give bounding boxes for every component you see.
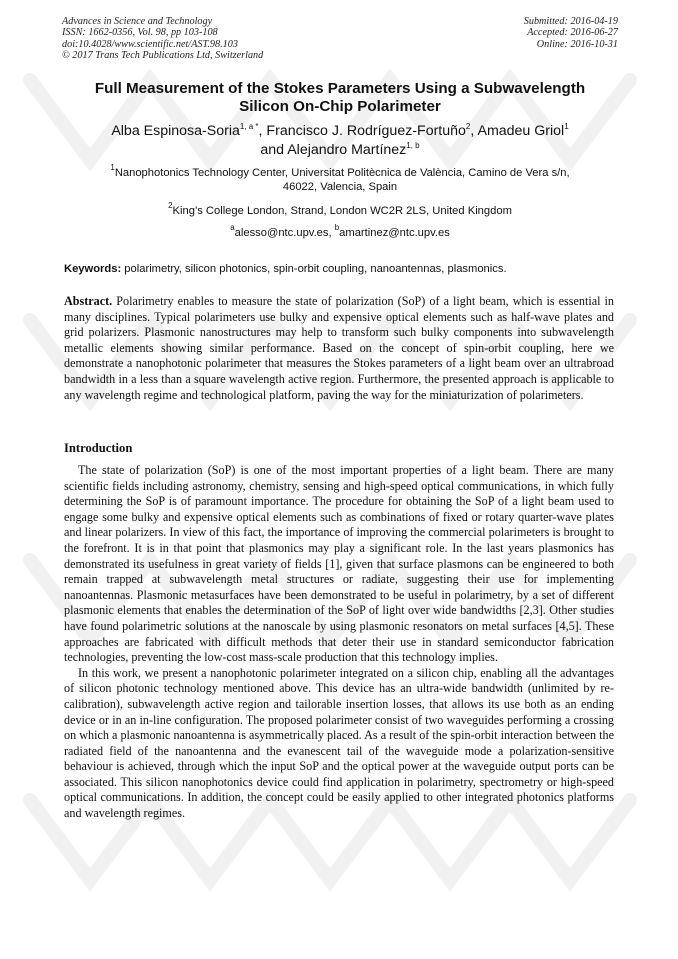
author-1: Alba Espinosa-Soria [111,123,240,139]
affiliation-1 [60,163,620,194]
email-a-sup: a [230,223,235,232]
email-b[interactable]: amartinez@ntc.upv.es [339,227,450,239]
author-3: , Amadeu Griol [470,123,565,139]
emails [60,223,620,240]
abstract [64,294,614,403]
introduction-paragraph-1: The state of polarization (SoP) is one of the most important properties of a light beam. There are many scientific fields including astronomy, chemistry, sensing and high-speed optical communications, in which fully determining the SoP is of paramount importance. The procedure for obtaining the SoP of a light beam used to engage some bulky and expensive optical elements such as combinations of fixed or rotary quarter-wave plates and linear polarizers. In view of this fact, the importance of improving the commercial polarimeters is brought to the forefront. It is in that point that plasmonics may play a significant role. In the last years plasmonics has demonstrated its usefulness in great variety of fields [1], given that surface plasmons can be engineered to both remain trapped at subwavelength metal structures or radiate, suggesting their use for implementing nanoantennas. Plasmonic metasurfaces have been demonstrated to be useful in polarimetry, by a set of different plasmonic elements that enables the determination of the SoP of light over wide bandwidths [2,3]. Other studies have found polarimetric solutions at the nanoscale by using plasmonic resonators on metal surfaces [4,5]. These approaches are fabricated with difficult methods that deter their use in standard semiconductor fabrication technologies, preventing the low-cost mass-scale production that this technology implies. [64,463,614,665]
date-submitted: Submitted: 2016-04-19 [523,16,618,27]
abstract-text: Polarimetry enables to measure the state of polarization (SoP) of a light beam, which is essential in many disciplines. Typical polarimeters use bulky and expensive optical elements such as half-wave plates and grid polarizers. Plasmonic nanostructures may help to transform such bulky components into subwavelength metallic elements showing similar performance. Based on the concept of spin-orbit coupling, here we demonstrate a nanophotonic polarimeter that measures the Stokes parameters of a light beam over an ultrabroad bandwidth in a less than a square wavelength active region. Furthermore, the presented approach is applicable to any wavelength regime and technological platform, paving the way for the miniaturization of polarimeters. [64,294,614,402]
introduction-heading: Introduction [64,441,133,455]
abstract-paragraph [64,294,614,403]
keywords-text: polarimetry, silicon photonics, spin-orbit coupling, nanoantennas, plasmonics. [121,263,507,275]
title-line-2: Silicon On-Chip Polarimeter [239,98,441,115]
email-b-sup: b [334,223,340,232]
publication-dates [524,16,618,50]
affiliation-1-text: Nanophotonics Technology Center, Universitat Politècnica de València, Camino de Vera s/n, [114,167,570,179]
title-line-1: Full Measurement of the Stokes Parameters Using a Subwavelength [94,80,586,97]
author-3-affil: 1 [564,122,569,131]
affiliation-2-sup: 2 [168,201,173,210]
journal-name: Advances in Science and Technology [62,16,213,27]
keywords [64,262,620,276]
paper-title [60,80,620,116]
journal-issn: ISSN: 1662-0356, Vol. 98, pp 103-108 [62,27,218,39]
journal-doi[interactable]: doi:10.4028/www.scientific.net/AST.98.103 [62,38,238,50]
introduction-paragraph-2: In this work, we present a nanophotonic polarimeter integrated on a silicon chip, enabling all the advantages of silicon photonic technology mentioned above. This device has an ultra-wide bandwidth (unlimited by re-calibration), subwavelength active region and tailorable insertion losses, that allows its use both as an ending device or in an in-line configuration. The proposed polarimeter consist of two waveguides performing a crossing on which a plasmonic nanoantenna is asymmetrically placed. As a result of the spin-orbit interaction between the radiated field of the nanoantenna and the evanescent tail of the waveguide mode a polarization-sensitive behaviour is achieved, through which the input SoP and the optical power at the waveguide output ports can be associated. This silicon nanophotonics device could find application in polarimetry, spectrometry or high-speed optical communications. In addition, the concept could be easily applied to other integrated photonics platforms and wavelength regimes. [64,665,614,821]
email-a[interactable]: alesso@ntc.upv.es, [234,227,335,239]
introduction-body [64,463,614,822]
author-4: and Alejandro Martínez [260,142,407,158]
affiliation-2 [60,201,620,218]
date-online: Online: 2016-10-31 [536,38,618,50]
author-1-affil: 1, a * [239,122,259,131]
affiliation-2-text: King’s College London, Strand, London WC2R 2LS, United Kingdom [172,205,512,217]
date-accepted: Accepted: 2016-06-27 [527,27,618,39]
authors-line-1 [40,122,640,141]
journal-copyright: © 2017 Trans Tech Publications Ltd, Switzerland [62,50,264,62]
journal-info [62,16,263,62]
keywords-label: Keywords: [64,263,122,275]
affiliation-1-line-2: 46022, Valencia, Spain [282,181,398,194]
affiliation-1-line-1 [60,163,620,180]
affiliation-1-sup: 1 [110,163,115,172]
author-list [40,122,640,160]
author-4-affil: 1, b [406,141,420,150]
abstract-label: Abstract. [64,294,113,308]
authors-line-2 [40,141,640,160]
author-2-affil: 2 [465,122,471,131]
author-2: , Francisco J. Rodríguez-Fortuño [258,123,466,139]
